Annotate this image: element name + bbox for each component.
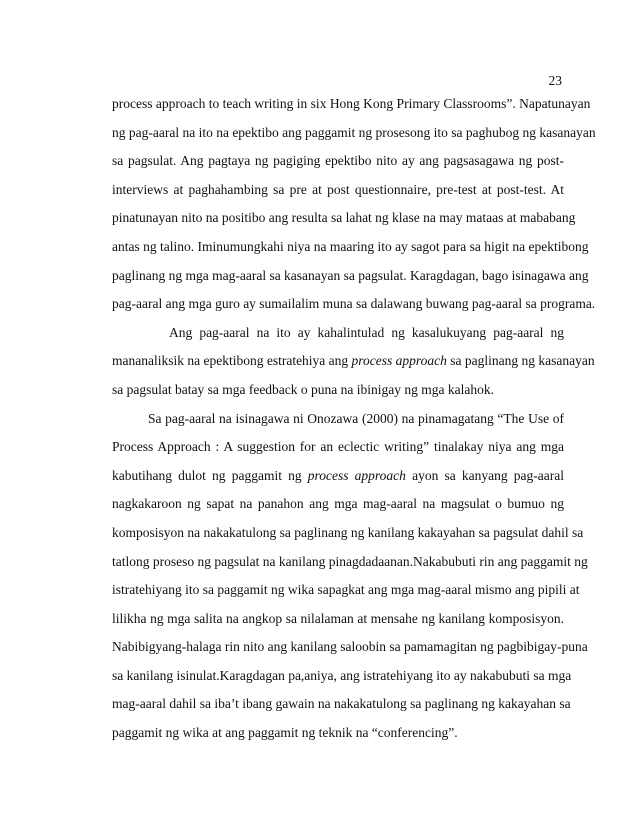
paragraph-1 xyxy=(112,94,596,323)
text-line: Nabibigyang-halaga rin nito ang kanilang saloobin sa pamamagitan ng pagbibigay-puna xyxy=(112,639,588,655)
text-line: tatlong proseso ng pagsulat na kanilang pinagdadaanan.Nakabubuti rin ang paggamit ng xyxy=(112,553,588,569)
text-segment: ayon sa kanyang pag-aaral xyxy=(405,467,564,483)
italic-term: process approach xyxy=(307,467,406,483)
text-line: nagkakaroon ng sapat na panahon ang mga mag-aaral na magsulat o bumuo ng xyxy=(112,496,564,512)
text-line: mag-aaral dahil sa iba’t ibang gawain na nakakatulong sa paglinang ng kakayahan sa xyxy=(112,696,571,712)
text-line: pinatunayan nito na positibo ang resulta sa lahat ng klase na may mataas at mababang xyxy=(112,210,576,226)
text-line: pag-aaral ang mga guro ay sumailalim muna sa dalawang buwang pag-aaral sa programa. xyxy=(112,296,596,312)
text-line: paglinang ng mga mag-aaral sa kasanayan sa pagsulat. Karagdagan, bago isinagawa ang xyxy=(112,267,589,283)
text-line: sa pagsulat. Ang pagtaya ng pagiging epektibo nito ay ang pagsasagawa ng post- xyxy=(112,153,564,169)
text-line: sa pagsulat batay sa mga feedback o puna na ibinigay ng mga kalahok. xyxy=(112,381,495,397)
text-line: paggamit ng wika at ang paggamit ng teknik na “conferencing”. xyxy=(112,725,458,741)
text-line: antas ng talino. Iminumungkahi niya na maaring ito ay sagot para sa higit na epektibong xyxy=(112,238,589,254)
text-segment: sa paglinang ng kasanayan xyxy=(446,353,595,369)
text-segment: mananaliksik na epektibong estratehiya ang xyxy=(112,353,352,369)
text-line xyxy=(112,351,595,380)
text-line: process approach to teach writing in six Hong Kong Primary Classrooms”. Napatunayan xyxy=(112,96,591,111)
paragraph-2 xyxy=(112,323,595,409)
body-text xyxy=(112,94,596,752)
text-segment: kabutihang dulot ng paggamit ng xyxy=(112,467,308,483)
italic-term: process approach xyxy=(351,353,447,369)
text-line xyxy=(112,466,564,495)
text-line: sa kanilang isinulat.Karagdagan pa,aniya, ang istratehiyang ito ay nakabubuti sa mga xyxy=(112,667,572,683)
text-line: ng pag-aaral na ito na epektibo ang paggamit ng prosesong ito sa paghubog ng kasanayan xyxy=(112,124,596,140)
text-line: Sa pag-aaral na isinagawa ni Onozawa (2000) na pinamagatang “The Use of xyxy=(148,410,564,426)
text-line: Ang pag-aaral na ito ay kahalintulad ng kasalukuyang pag-aaral ng xyxy=(169,324,564,340)
page-number: 23 xyxy=(548,73,562,88)
text-line: komposisyon na nakakatulong sa paglinang ng kanilang kakayahan sa pagsulat dahil sa xyxy=(112,524,584,540)
text-line: interviews at paghahambing sa pre at post questionnaire, pre-test at post-test. At xyxy=(112,181,564,197)
text-line: lilikha ng mga salita na angkop sa nilalaman at mensahe ng kanilang komposisyon. xyxy=(112,610,564,626)
paragraph-3 xyxy=(112,409,588,752)
text-line: Process Approach : A suggestion for an eclectic writing” tinalakay niya ang mga xyxy=(112,439,564,455)
text-line: istratehiyang ito sa paggamit ng wika sapagkat ang mga mag-aaral mismo ang pipili at xyxy=(112,582,580,598)
